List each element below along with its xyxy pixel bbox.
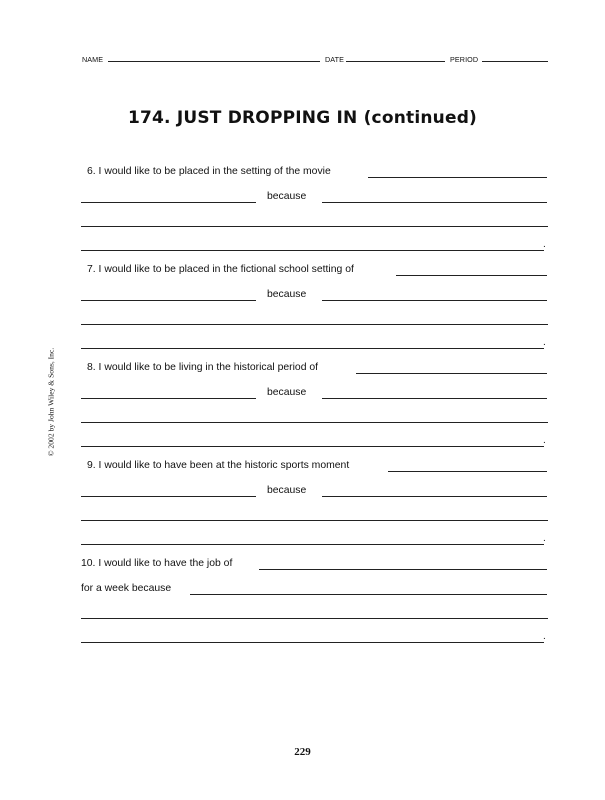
question-9-reason-line-3[interactable] bbox=[81, 544, 544, 545]
question-9-answer-line-2[interactable] bbox=[81, 496, 256, 497]
question-10-prompt: 10. I would like to have the job of bbox=[81, 558, 233, 569]
name-field[interactable] bbox=[108, 61, 320, 62]
question-6-because: because bbox=[267, 191, 307, 202]
question-7-because: because bbox=[267, 289, 307, 300]
date-field[interactable] bbox=[346, 61, 445, 62]
question-8-reason-line-2[interactable] bbox=[81, 422, 548, 423]
period-field[interactable] bbox=[482, 61, 548, 62]
question-7-answer-line-2[interactable] bbox=[81, 300, 256, 301]
page-number: 229 bbox=[294, 746, 311, 758]
date-label: DATE bbox=[325, 55, 345, 64]
question-9-because: because bbox=[267, 485, 307, 496]
page-title: 174. JUST DROPPING IN (continued) bbox=[127, 108, 478, 128]
line-end-mark: . bbox=[543, 631, 546, 642]
question-6-answer-line-2[interactable] bbox=[81, 202, 256, 203]
question-8-reason-line-3[interactable] bbox=[81, 446, 544, 447]
name-label: NAME bbox=[82, 55, 104, 64]
line-end-mark: . bbox=[543, 533, 546, 544]
question-9-reason-line[interactable] bbox=[322, 496, 547, 497]
question-6-prompt: 6. I would like to be placed in the setting of the movie bbox=[87, 166, 331, 177]
line-end-mark: . bbox=[543, 337, 546, 348]
question-10-reason-line-2[interactable] bbox=[81, 618, 548, 619]
question-7-prompt: 7. I would like to be placed in the fictional school setting of bbox=[87, 264, 354, 275]
question-8-prompt: 8. I would like to be living in the historical period of bbox=[87, 362, 319, 373]
question-10-reason-line[interactable] bbox=[190, 594, 547, 595]
copyright-notice: © 2002 by John Wiley & Sons, Inc. bbox=[46, 347, 56, 457]
question-8-reason-line[interactable] bbox=[322, 398, 547, 399]
question-8-answer-line[interactable] bbox=[356, 373, 547, 374]
question-7-reason-line-3[interactable] bbox=[81, 348, 544, 349]
question-7-answer-line[interactable] bbox=[396, 275, 547, 276]
question-8-because: because bbox=[267, 387, 307, 398]
line-end-mark: . bbox=[543, 239, 546, 250]
question-10-answer-line[interactable] bbox=[259, 569, 547, 570]
question-6-reason-line[interactable] bbox=[322, 202, 547, 203]
question-6-answer-line[interactable] bbox=[368, 177, 547, 178]
question-9-answer-line[interactable] bbox=[388, 471, 547, 472]
question-7-reason-line-2[interactable] bbox=[81, 324, 548, 325]
line-end-mark: . bbox=[543, 435, 546, 446]
question-8-answer-line-2[interactable] bbox=[81, 398, 256, 399]
question-10-reason-line-3[interactable] bbox=[81, 642, 544, 643]
question-6-reason-line-2[interactable] bbox=[81, 226, 548, 227]
question-9-reason-line-2[interactable] bbox=[81, 520, 548, 521]
question-6-reason-line-3[interactable] bbox=[81, 250, 544, 251]
question-9-prompt: 9. I would like to have been at the historic sports moment bbox=[87, 460, 350, 471]
question-10-because: for a week because bbox=[81, 583, 172, 594]
period-label: PERIOD bbox=[450, 55, 479, 64]
question-7-reason-line[interactable] bbox=[322, 300, 547, 301]
